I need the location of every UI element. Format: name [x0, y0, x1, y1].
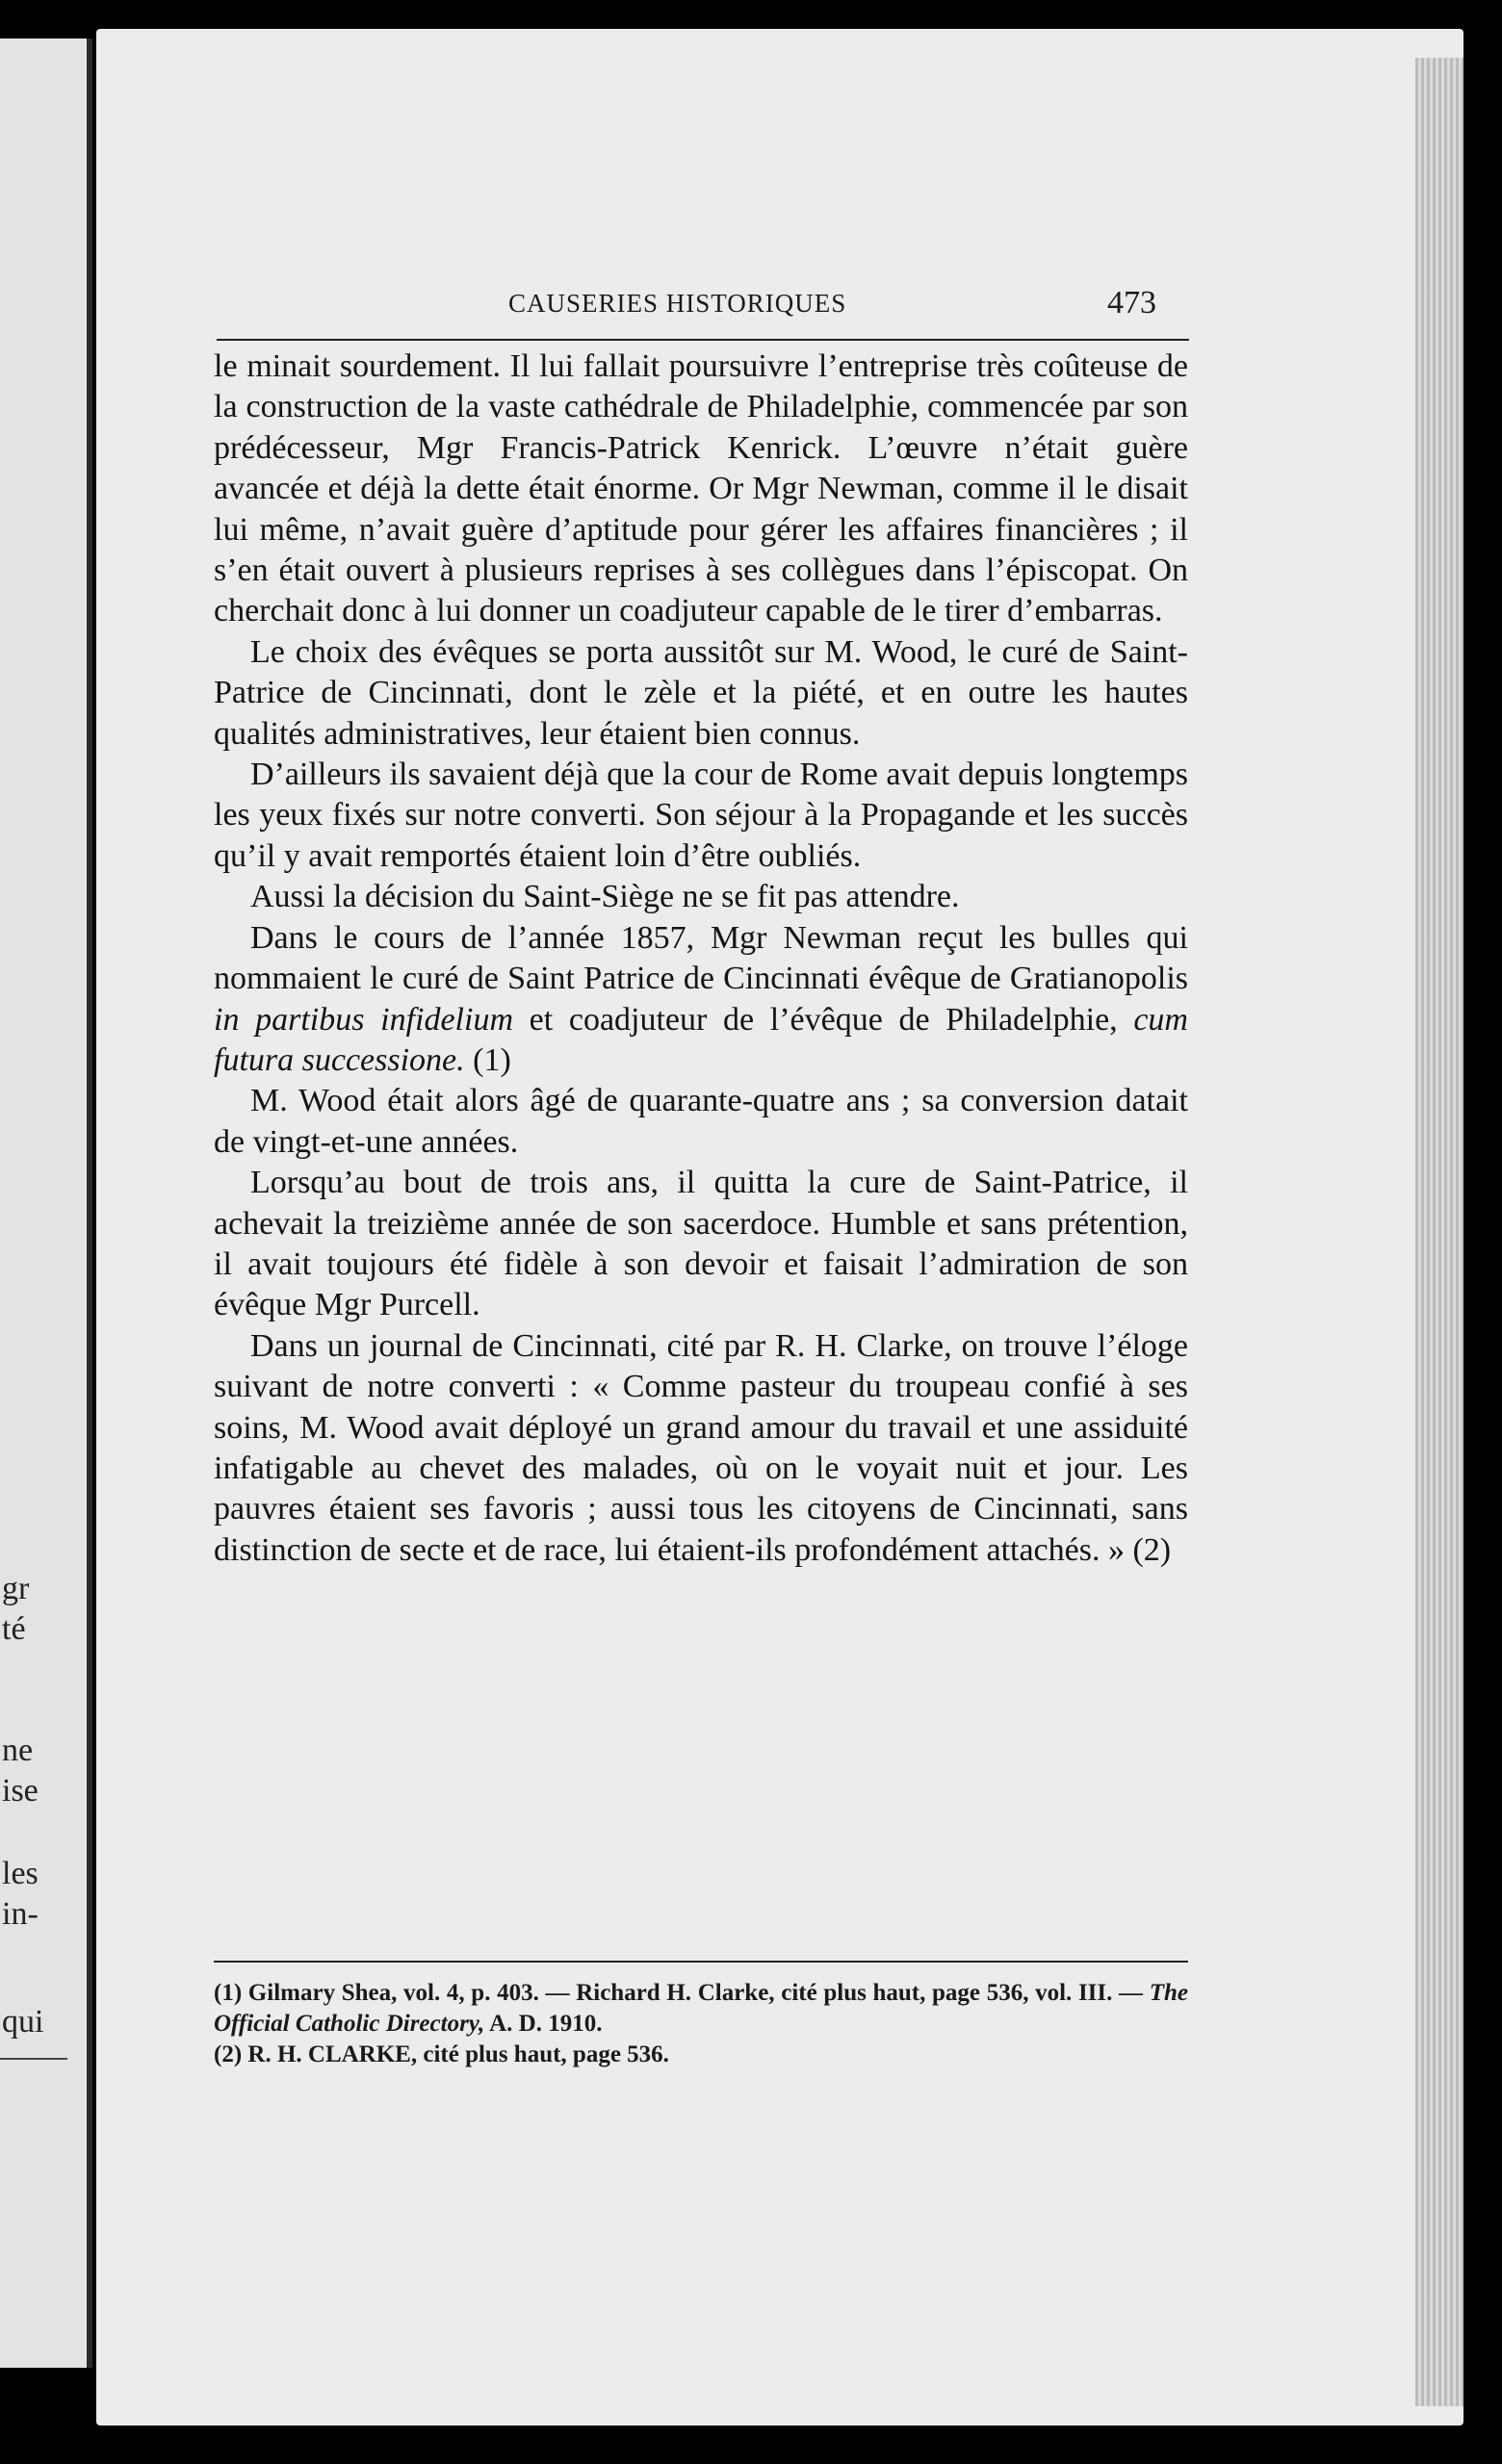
- left-page-text: in-: [2, 1896, 39, 1932]
- left-page-text: qui: [2, 2004, 44, 2040]
- left-page-text: gr: [2, 1571, 30, 1606]
- footnote-ref: (1): [464, 1041, 511, 1078]
- paragraph-text: et coadjuteur de l’évêque de Philadelphie,: [513, 1001, 1134, 1038]
- paragraph: le minait sourdement. Il lui fallait poursuivre l’entreprise très coûteuse de la construction de la vaste cathédrale de Philadelphie, commencée par son prédécesseur, Mgr Francis-Patrick Kenrick. L’œuvre n’était guère avancée et déjà la dette était énorme. Or Mgr Newman, comme il le disait lui même, n’avait guère d’aptitude pour gérer les affaires financières ; il s’en était ouvert à plusieurs reprises à ses collègues dans l’épiscopat. On cherchait donc à lui donner un coadjuteur capable de le tirer d’embarras.: [214, 348, 1188, 629]
- paragraph: Le choix des évêques se porta aussitôt sur M. Wood, le curé de Saint-Patrice de Cincinnati, dont le zèle et la piété, et en outre les hautes qualités administratives, leur étaient bien connus.: [214, 633, 1188, 752]
- paragraph-italic: in partibus infidelium: [214, 1001, 513, 1038]
- paragraph: Lorsqu’au bout de trois ans, il quitta la cure de Saint-Patrice, il achevait la treizième année de son sacerdoce. Humble et sans prétention, il avait toujours été fidèle à son devoir et faisait l’admiration de son évêque Mgr Purcell.: [214, 1165, 1188, 1323]
- paragraph: Aussi la décision du Saint-Siège ne se fit pas attendre.: [250, 879, 960, 915]
- paragraph-italic: cum futura successione.: [214, 1001, 1188, 1078]
- body-text: [214, 346, 1188, 1571]
- paragraph: M. Wood était alors âgé de quarante-quatre ans ; sa conversion datait de vingt-et-une années.: [214, 1083, 1188, 1160]
- page-number: 473: [1107, 285, 1156, 321]
- footnotes: [214, 1978, 1188, 2070]
- footnote-text: A. D. 1910.: [484, 2011, 603, 2037]
- left-page-text: té: [2, 1611, 26, 1647]
- footnote-2: (2) R. H. CLARKE, cité plus haut, page 536.: [214, 2041, 669, 2067]
- left-page-rule: [0, 2058, 67, 2060]
- paragraph-text: Dans le cours de l’année 1857, Mgr Newman reçut les bulles qui nommaient le curé de Saint Patrice de Cincinnati évêque de Gratianopolis: [214, 919, 1188, 997]
- paragraph: [214, 918, 1188, 1082]
- left-page-text: ise: [2, 1773, 39, 1809]
- header-rule: [217, 339, 1189, 341]
- left-page-fragment: [0, 38, 92, 2368]
- paragraph: Dans un journal de Cincinnati, cité par R. H. Clarke, on trouve l’éloge suivant de notre converti : « Comme pasteur du troupeau confié à ses soins, M. Wood avait déployé un grand amour du travail et une assiduité infatigable au chevet des malades, où on le voyait nuit et jour. Les pauvres étaient ses favoris ; aussi tous les citoyens de Cincinnati, sans distinction de secte et de race, lui étaient-ils profondément attachés. » (2): [214, 1327, 1188, 1568]
- page-edge: [1415, 58, 1463, 2406]
- left-page-text: les: [2, 1856, 39, 1891]
- footnote-rule: [214, 1961, 1188, 1963]
- paragraph: D’ailleurs ils savaient déjà que la cour de Rome avait depuis longtemps les yeux fixés sur notre converti. Son séjour à la Propagande et les succès qu’il y avait remportés étaient loin d’être oubliés.: [214, 757, 1188, 874]
- footnote-title: The Official Catholic Directory,: [214, 1980, 1188, 2037]
- running-title: CAUSERIES HISTORIQUES: [508, 289, 847, 318]
- footnote-1: [214, 1978, 1188, 2040]
- footnote-text: (1) Gilmary Shea, vol. 4, p. 403. — Richard H. Clarke, cité plus haut, page 536, vol. III. —: [214, 1980, 1150, 2006]
- left-page-text: ne: [2, 1732, 34, 1768]
